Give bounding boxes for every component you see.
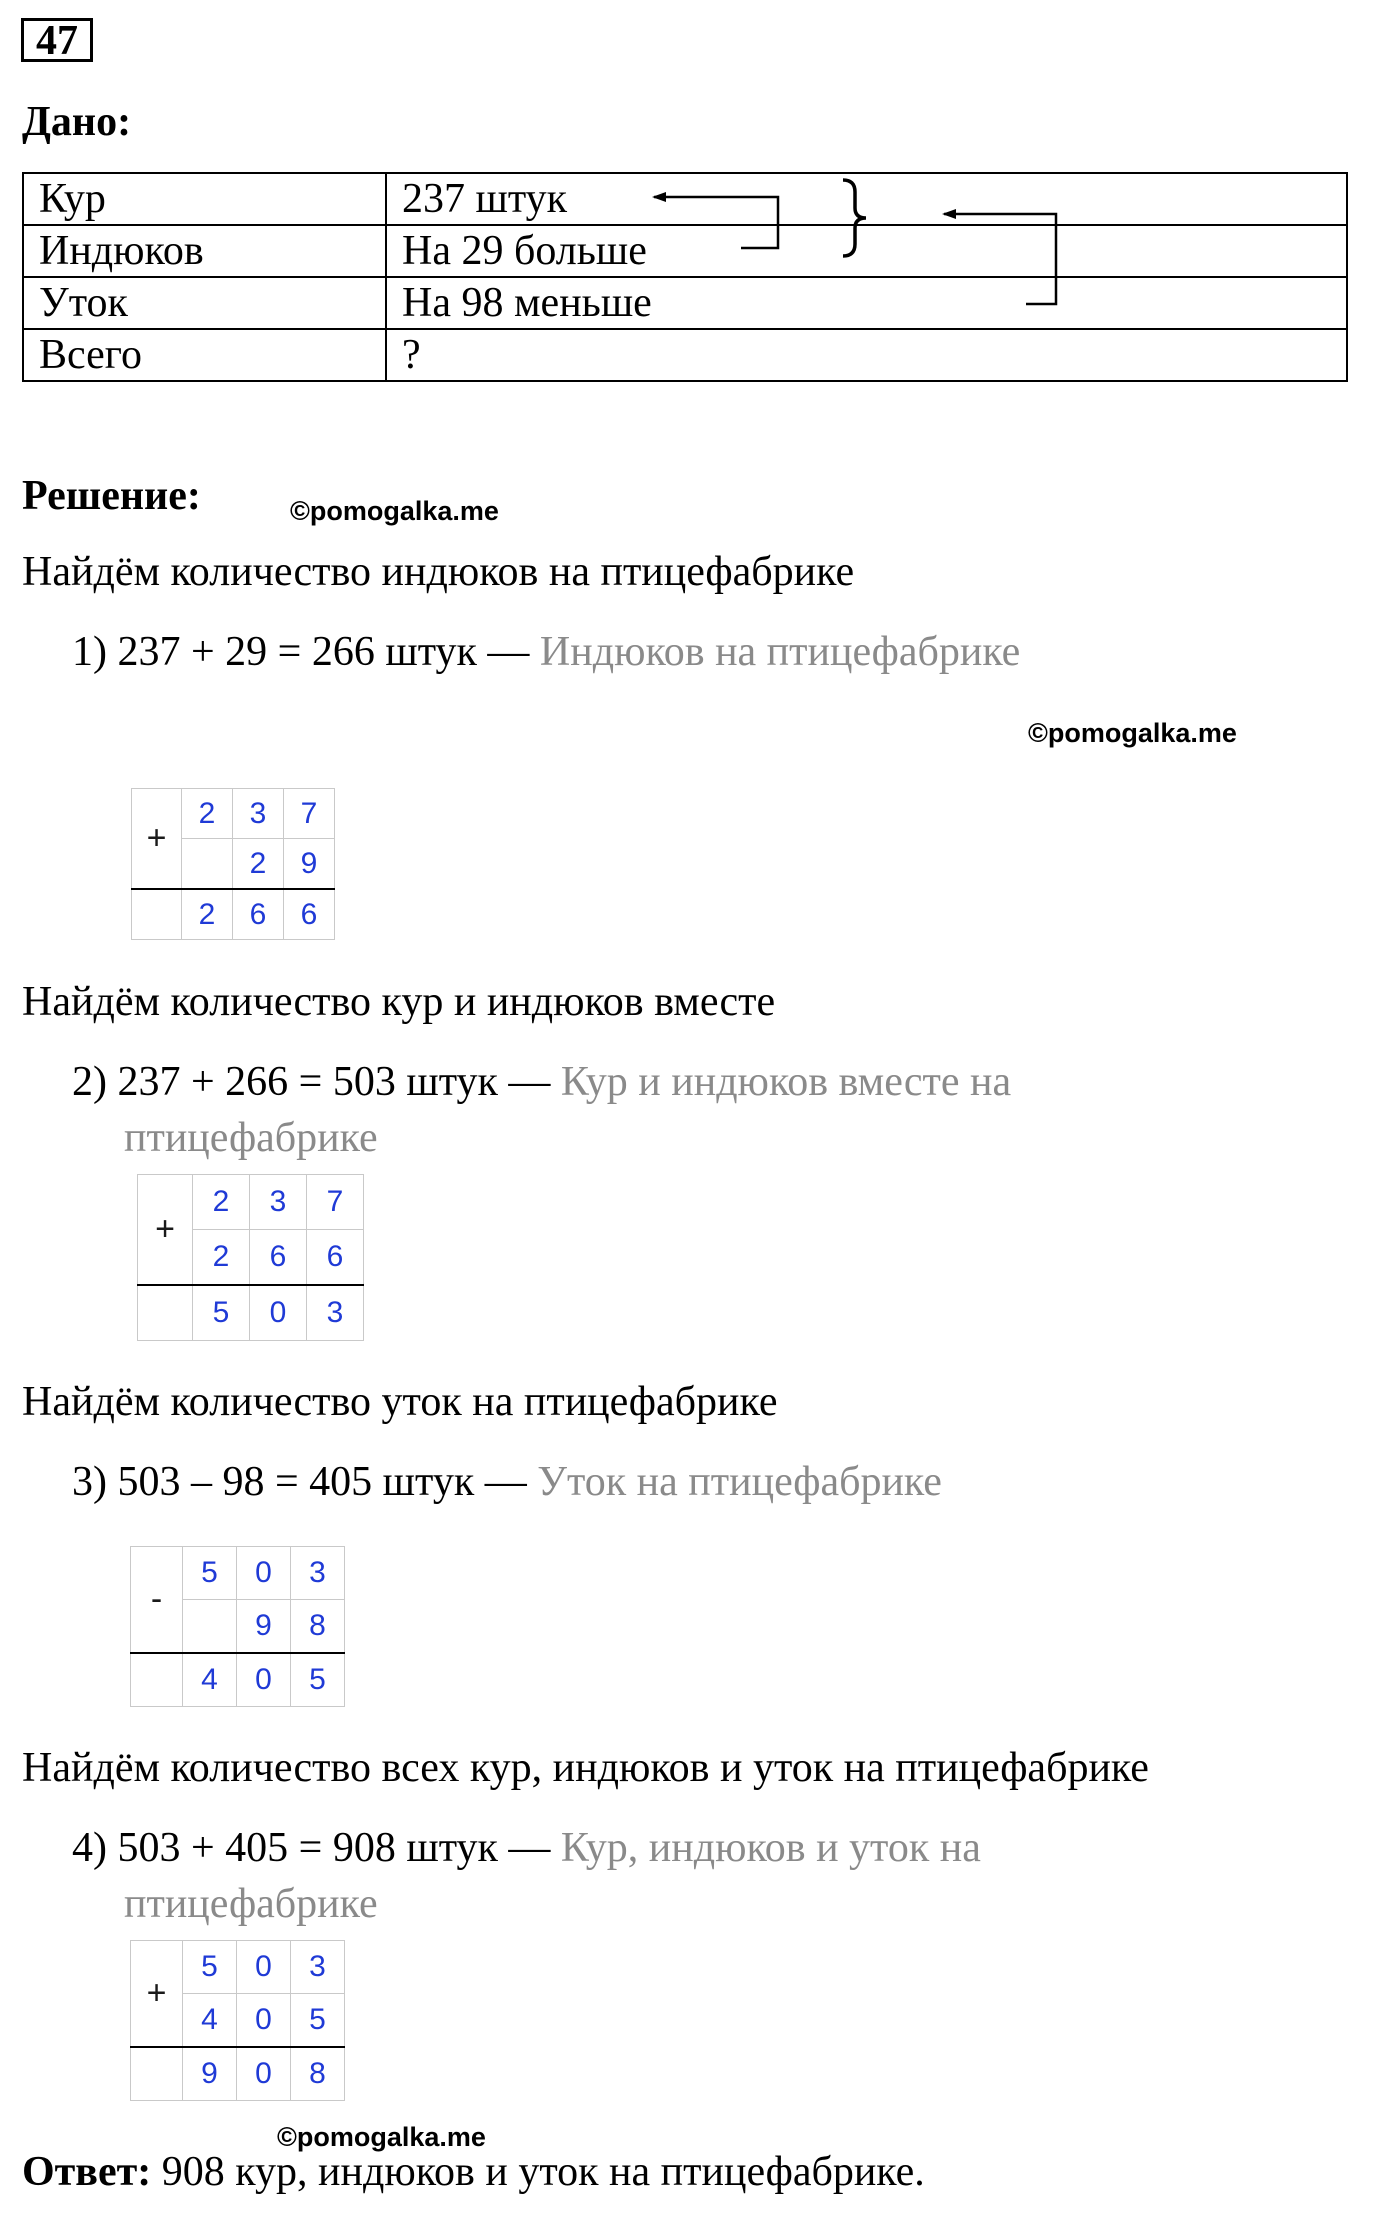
step-comment-continued: птицефабрике (124, 1115, 378, 1161)
result-digit: 5 (193, 1285, 250, 1341)
given-label: Индюков (23, 225, 386, 277)
given-label: Кур (23, 173, 386, 225)
result-digit: 6 (284, 889, 335, 940)
brace-icon (843, 180, 866, 256)
step-comment: Кур, индюков и уток на (560, 1825, 981, 1871)
digit-cell: 9 (237, 1600, 291, 1654)
empty-cell (138, 1285, 193, 1341)
digit-cell (183, 1600, 237, 1654)
answer-text: 908 кур, индюков и уток на птицефабрике. (151, 2149, 925, 2195)
given-label: Всего (23, 329, 386, 381)
result-digit: 9 (183, 2047, 237, 2101)
digit-cell: 3 (291, 1547, 345, 1600)
column-calc (131, 788, 335, 940)
step-comment-continued: птицефабрике (124, 1881, 378, 1927)
relation-arrows (0, 0, 1400, 420)
result-digit: 3 (307, 1285, 364, 1341)
empty-cell (131, 2047, 183, 2101)
step-line (72, 1058, 1011, 1106)
digit-cell: 2 (193, 1230, 250, 1286)
digit-cell (182, 839, 233, 890)
step-expression: 1) 237 + 29 = 266 штук — (72, 629, 530, 675)
empty-cell (132, 889, 182, 940)
step-comment: Кур и индюков вместе на (560, 1059, 1012, 1105)
watermark: ©pomogalka.me (277, 2122, 486, 2152)
arrow-turkeys-to-chickens (654, 197, 778, 248)
digit-cell: 0 (237, 1941, 291, 1994)
digit-cell: 5 (183, 1941, 237, 1994)
step-expression: 4) 503 + 405 = 908 штук — (72, 1825, 551, 1871)
given-heading: Дано: (22, 99, 132, 145)
given-value: 237 штук (386, 173, 1347, 225)
given-label: Уток (23, 277, 386, 329)
result-digit: 0 (237, 2047, 291, 2101)
watermark: ©pomogalka.me (1028, 718, 1237, 748)
result-digit: 8 (291, 2047, 345, 2101)
digit-cell: 3 (250, 1175, 307, 1230)
step-expression: 2) 237 + 266 = 503 штук — (72, 1059, 551, 1105)
step-comment: Уток на птицефабрике (537, 1459, 942, 1505)
digit-cell: 3 (233, 789, 284, 839)
step-comment: Индюков на птицефабрике (539, 629, 1021, 675)
digit-cell: 5 (291, 1994, 345, 2048)
digit-cell: 2 (193, 1175, 250, 1230)
answer-line (22, 2148, 925, 2196)
digit-cell: 7 (284, 789, 335, 839)
digit-cell: 2 (182, 789, 233, 839)
step-line (72, 1824, 981, 1872)
step-intro: Найдём количество кур и индюков вместе (22, 979, 776, 1025)
operator-sign: - (131, 1547, 183, 1654)
digit-cell: 7 (307, 1175, 364, 1230)
step-intro: Найдём количество уток на птицефабрике (22, 1379, 778, 1425)
digit-cell: 9 (284, 839, 335, 890)
operator-sign: + (132, 789, 182, 890)
result-digit: 0 (250, 1285, 307, 1341)
digit-cell: 3 (291, 1941, 345, 1994)
solution-heading: Решение: (22, 473, 201, 519)
step-intro: Найдём количество всех кур, индюков и уток на птицефабрике (22, 1745, 1149, 1791)
result-digit: 4 (183, 1653, 237, 1707)
digit-cell: 6 (307, 1230, 364, 1286)
operator-sign: + (138, 1175, 193, 1286)
given-value: На 29 больше (386, 225, 1347, 277)
watermark: ©pomogalka.me (290, 496, 499, 526)
task-number: 47 (21, 18, 93, 62)
result-digit: 0 (237, 1653, 291, 1707)
digit-cell: 5 (183, 1547, 237, 1600)
arrow-ducks-to-sum (944, 214, 1056, 304)
empty-cell (131, 1653, 183, 1707)
digit-cell: 4 (183, 1994, 237, 2048)
digit-cell: 0 (237, 1994, 291, 2048)
column-calc (137, 1174, 364, 1341)
step-line (72, 628, 1020, 676)
operator-sign: + (131, 1941, 183, 2048)
step-intro: Найдём количество индюков на птицефабрике (22, 549, 855, 595)
answer-label: Ответ: (22, 2149, 152, 2195)
step-expression: 3) 503 – 98 = 405 штук — (72, 1459, 527, 1505)
column-calc (130, 1546, 345, 1707)
result-digit: 2 (182, 889, 233, 940)
result-digit: 6 (233, 889, 284, 940)
digit-cell: 8 (291, 1600, 345, 1654)
result-digit: 5 (291, 1653, 345, 1707)
column-calc (130, 1940, 345, 2101)
given-value: ? (386, 329, 1347, 381)
digit-cell: 6 (250, 1230, 307, 1286)
given-value: На 98 меньше (386, 277, 1347, 329)
digit-cell: 0 (237, 1547, 291, 1600)
step-line (72, 1458, 942, 1506)
digit-cell: 2 (233, 839, 284, 890)
